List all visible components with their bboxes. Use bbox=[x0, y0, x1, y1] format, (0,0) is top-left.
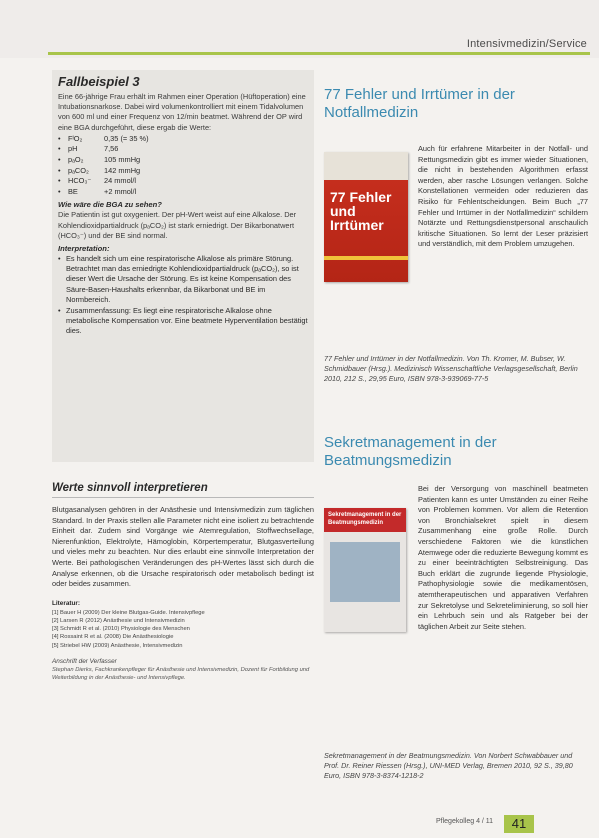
book-cover-77-fehler bbox=[324, 152, 408, 282]
footer-label: Pflegekolleg 4 / 11 bbox=[436, 818, 494, 825]
authors-text: Stephan Dierks, Fachkrankenpfleger für Anästhesie und Intensivmedizin, Dozent für Fortbildung und Weiterbildung in der Anästhesie- und Intensivpflege. bbox=[52, 666, 310, 681]
article2-caption: Sekretmanagement in der Beatmungsmedizin. Von Norbert Schwabbauer und Prof. Dr. Reiner Riessen (Hrsg.), UNI-MED Verlag, Bremen 2010, 92 S., 39,80 Euro, ISBN 978-3-8374-1218-2 bbox=[324, 751, 573, 781]
interpretation-item: • Zusammenfassung: Es liegt eine respiratorische Alkalose ohne metabolische Kompensation vor. Eine beatmete Hyperventilation bestätigt dies. bbox=[58, 306, 308, 336]
authors-label: Anschrift der Verfasser bbox=[52, 657, 117, 665]
value-row: • BE +2 mmol/l bbox=[58, 186, 137, 196]
literature-label: Literatur: bbox=[52, 599, 81, 607]
cover-title: Sekretmanagement in der Beatmungsmedizin bbox=[324, 508, 406, 532]
interpretation-item: • Es handelt sich um eine respiratorische Alkalose als primäre Störung. Betrachtet man das erniedrigte Kohlendioxidpartialdruck (pₐCO₂), so ist dieser Wert die Ursache der Störung. Es ist keine Kompensation des Säure-Basen-Haushalts erkennbar, da Bikarbonat und BE im Normbereich. bbox=[58, 253, 299, 304]
interpretation-label: Interpretation: bbox=[58, 243, 110, 253]
case-intro: Eine 66-jährige Frau erhält im Rahmen einer Operation (Hüftoperation) eine Intubationsnarkose. Dabei wird volumenkontrolliert mit einem Tidalvolumen von 600 ml und einer Frequenz von 12/min beatmet. Während der OP wird eine BGA durchgeführt, diese ergab die Werte: bbox=[58, 92, 306, 132]
literature-item: [1] Bauer H (2009) Der kleine Blutgas-Guide. Intensivpflege bbox=[52, 609, 205, 616]
article1-title: 77 Fehler und Irrtümer in der Notfallmedizin bbox=[324, 86, 515, 121]
literature-item: [5] Striebel HW (2009) Anästhesie, Intensivmedizin bbox=[52, 642, 183, 649]
interpretation-list bbox=[58, 254, 308, 337]
value-row: • pH 7,56 bbox=[58, 144, 119, 154]
case-values bbox=[58, 134, 308, 198]
literature-item: [3] Schmidt R et al. (2010) Physiologie des Menschen bbox=[52, 626, 190, 633]
question-text: Die Patientin ist gut oxygeniert. Der pH-Wert weist auf eine Alkalose. Der Kohlendioxidpartialdruck (pₐCO₂) ist stark erniedrigt. Der Bikarbonatwert (HCO₃⁻) und der BE sind normal. bbox=[58, 210, 297, 240]
value-row: • FᴵO₂ 0,35 (= 35 %) bbox=[58, 133, 149, 143]
case-title: Fallbeispiel 3 bbox=[58, 74, 140, 89]
article2-text: Bei der Versorgung von maschinell beatmeten Patienten kann es unter Umständen zu einer Reihe von Problemen kommen. Vor allem die Retention von Bronchialsekret spielt in diesem Zusammenhang eine große Rolle. Durch verschiedene Faktoren wie die künstlichen Atemwege oder die reduzierte Bewegung kommt es zu einer beeinträchtigten Selbstreinigung. Das Buch erklärt die zugrunde liegende Physiologie, Pathophysiologie sowie die medikamentösen, atemtherapeutischen und apparativen Verfahren zur Sekretolyse und Sekreteliminierung, so soll hier ein Lehrbuch sein und als Ratgeber bei der täglichen Arbeit zur Seite stehen. bbox=[418, 484, 588, 631]
article1-caption: 77 Fehler und Irrtümer in der Notfallmedizin. Von Th. Kromer, M. Bubser, W. Schmidbauer (Hrsg.). Medizinisch Wissenschaftliche Verlagsgesellschaft, Berlin 2010, 212 S., 29,95 Euro, ISBN 978-3-939069-77-5 bbox=[324, 354, 578, 384]
value-row: • HCO₃⁻ 24 mmol/l bbox=[58, 176, 137, 186]
literature-list bbox=[52, 609, 314, 650]
right-column bbox=[322, 86, 587, 806]
book-cover-sekretmanagement bbox=[324, 508, 406, 632]
value-row: • pₐCO₂ 142 mmHg bbox=[58, 165, 141, 175]
case-example-box bbox=[52, 70, 314, 462]
article2-title: Sekretmanagement in der Beatmungsmedizin bbox=[324, 434, 497, 469]
header-rule bbox=[48, 52, 590, 55]
article1-text-a: Auch für erfahrene Mitarbeiter in der Notfall- und Rettungsmedizin gibt es immer wieder Situationen, die nicht in bestehenden Algorithmen erfasst werden, aber rasche Lösungen verlangen. Solche Konstellationen vermeiden oder reduzieren das Risiko für Fehlentscheidungen. Beim Buch „77 Fehler und Irrtümer in der Notfallmedizin“ schildern Notärzte und Rettungsdienstpersonal anschaulich kritische Situationen. So lernt der Leser präzisiert und verständlich, mit dem Problem umzugehen. bbox=[418, 144, 588, 249]
section-heading: Werte sinnvoll interpretieren bbox=[52, 482, 314, 498]
literature-item: [4] Rossaint R et al. (2008) Die Anästhesiologie bbox=[52, 634, 174, 641]
literature-item: [2] Larsen R (2012) Anästhesie und Intensivmedizin bbox=[52, 617, 185, 624]
question-label: Wie wäre die BGA zu sehen? bbox=[58, 200, 162, 210]
value-row: • pₐO₂ 105 mmHg bbox=[58, 155, 141, 164]
section-title: Intensivmedizin/Service bbox=[466, 38, 587, 50]
section-text: Blutgasanalysen gehören in der Anästhesie und Intensivmedizin zum täglichen Standard. In der Praxis stellen alle Parameter nicht eine isoliert zu betrachtende Einheit dar. Zudem sind Vorgänge wie Atemregulation, Stoffwechsellage, Nierenfunktion, Elektrolyte, Hämoglobin, Körpertemperatur, Blutgasverteilung und vieles mehr zu beachten. Nur dies erlaubt eine sinnvolle Interpretation der Werte. Bei pathologischen Veränderungen des pH-Wertes lässt sich durch die Analyse erkennen, ob die Ursache respiratorisch oder metabolisch bedingt ist oder beides zusammen. bbox=[52, 505, 314, 589]
left-column bbox=[52, 70, 314, 682]
cover-title: 77 Fehler und Irrtümer bbox=[330, 189, 392, 233]
page-number: 41 bbox=[504, 815, 534, 833]
